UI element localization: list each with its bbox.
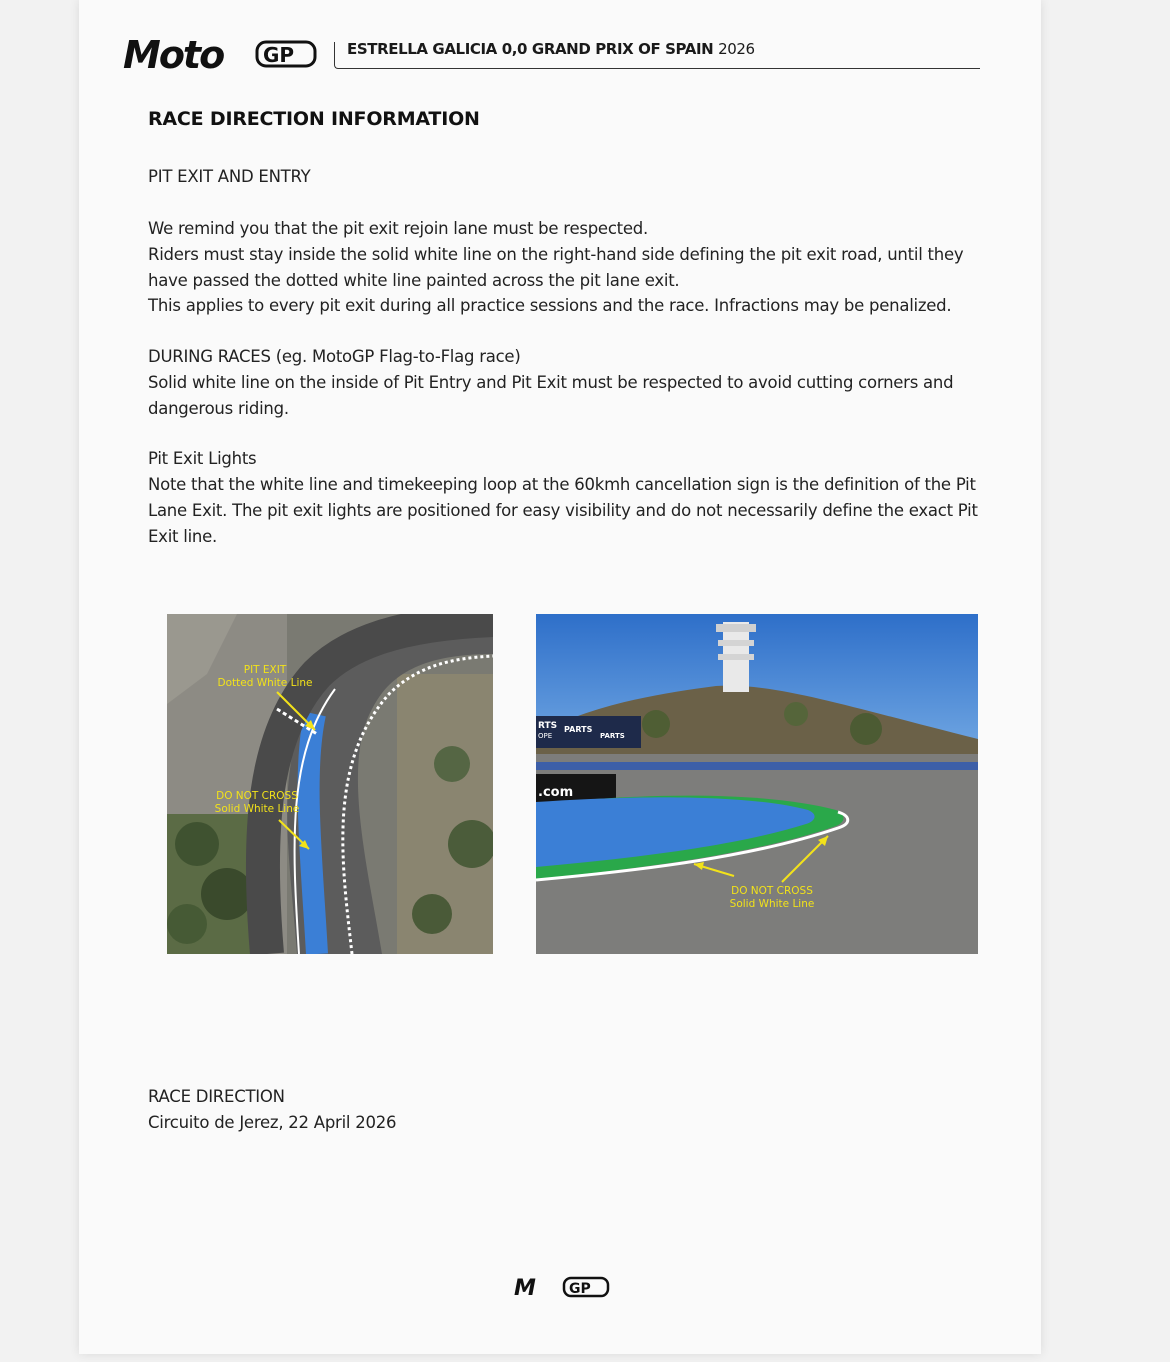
section3-line: Lane Exit. The pit exit lights are positioned for easy visibility and do not necessarily define the exact Pit [148, 500, 978, 520]
label-do-not-cross: DO NOT CROSS [216, 790, 298, 802]
section3-line: Exit line. [148, 526, 218, 546]
banner-rts: RTS [538, 721, 558, 731]
section3-line: Note that the white line and timekeeping loop at the 60kmh cancellation sign is the definition of the Pit [148, 475, 976, 494]
label-do-not-cross: DO NOT CROSS [731, 885, 813, 897]
motogp-logo [123, 34, 321, 74]
footer-logo-m: M [514, 1276, 534, 1300]
section2-title-rest: (eg. MotoGP Flag-to-Flag race) [270, 347, 521, 366]
signature-line-race-direction: RACE DIRECTION [148, 1087, 285, 1106]
section1-line: Riders must stay inside the solid white line on the right-hand side defining the pit exit road, until they [148, 244, 964, 264]
event-title [347, 40, 755, 58]
label-solid-white-line: Solid White Line [214, 803, 300, 815]
event-year: 2026 [718, 40, 755, 58]
track-corner-photo [536, 614, 978, 954]
banner-ope: OPE [538, 732, 553, 740]
section1-paragraph [148, 216, 963, 319]
section2-line: dangerous riding. [148, 398, 289, 418]
section2-line: Solid white line on the inside of Pit Entry and Pit Exit must be respected to avoid cutting corners and [148, 373, 954, 392]
banner-parts-2: PARTS [600, 732, 625, 740]
section1-line: have passed the dotted white line painted across the pit lane exit. [148, 270, 680, 290]
blue-runoff [309, 714, 317, 954]
section1-line: We remind you that the pit exit rejoin lane must be respected. [148, 219, 648, 238]
label-dotted-white-line: Dotted White Line [217, 677, 313, 689]
document-page [79, 0, 1041, 1354]
aerial-pit-exit-photo [167, 614, 493, 954]
section-title-pit-exit-lights: Pit Exit Lights [148, 449, 257, 468]
signature-line-place-date: Circuito de Jerez, 22 April 2026 [148, 1112, 397, 1132]
label-solid-white-line: Solid White Line [729, 898, 815, 910]
section-title-pit-exit-entry: PIT EXIT AND ENTRY [148, 167, 311, 186]
logo-moto-text: Moto [123, 34, 224, 74]
sign-com-text: .com [538, 785, 574, 800]
logo-gp-text: GP [263, 43, 295, 67]
section2-title-main: DURING RACES [148, 347, 271, 366]
footer-logo-gp: GP [569, 1281, 591, 1297]
section-title-during-races [148, 344, 521, 370]
event-title-text: ESTRELLA GALICIA 0,0 GRAND PRIX OF SPAIN [347, 40, 714, 58]
signature-block [148, 1084, 396, 1136]
label-pit-exit: PIT EXIT [243, 664, 287, 676]
section2-paragraph [148, 370, 953, 422]
barrier [536, 762, 978, 770]
section1-line: This applies to every pit exit during all practice sessions and the race. Infractions may be penalized. [148, 296, 952, 316]
page-heading: RACE DIRECTION INFORMATION [148, 108, 480, 130]
banner-parts-1: PARTS [564, 725, 593, 734]
section3-paragraph [148, 472, 978, 549]
mgp-footer-logo [514, 1274, 612, 1300]
